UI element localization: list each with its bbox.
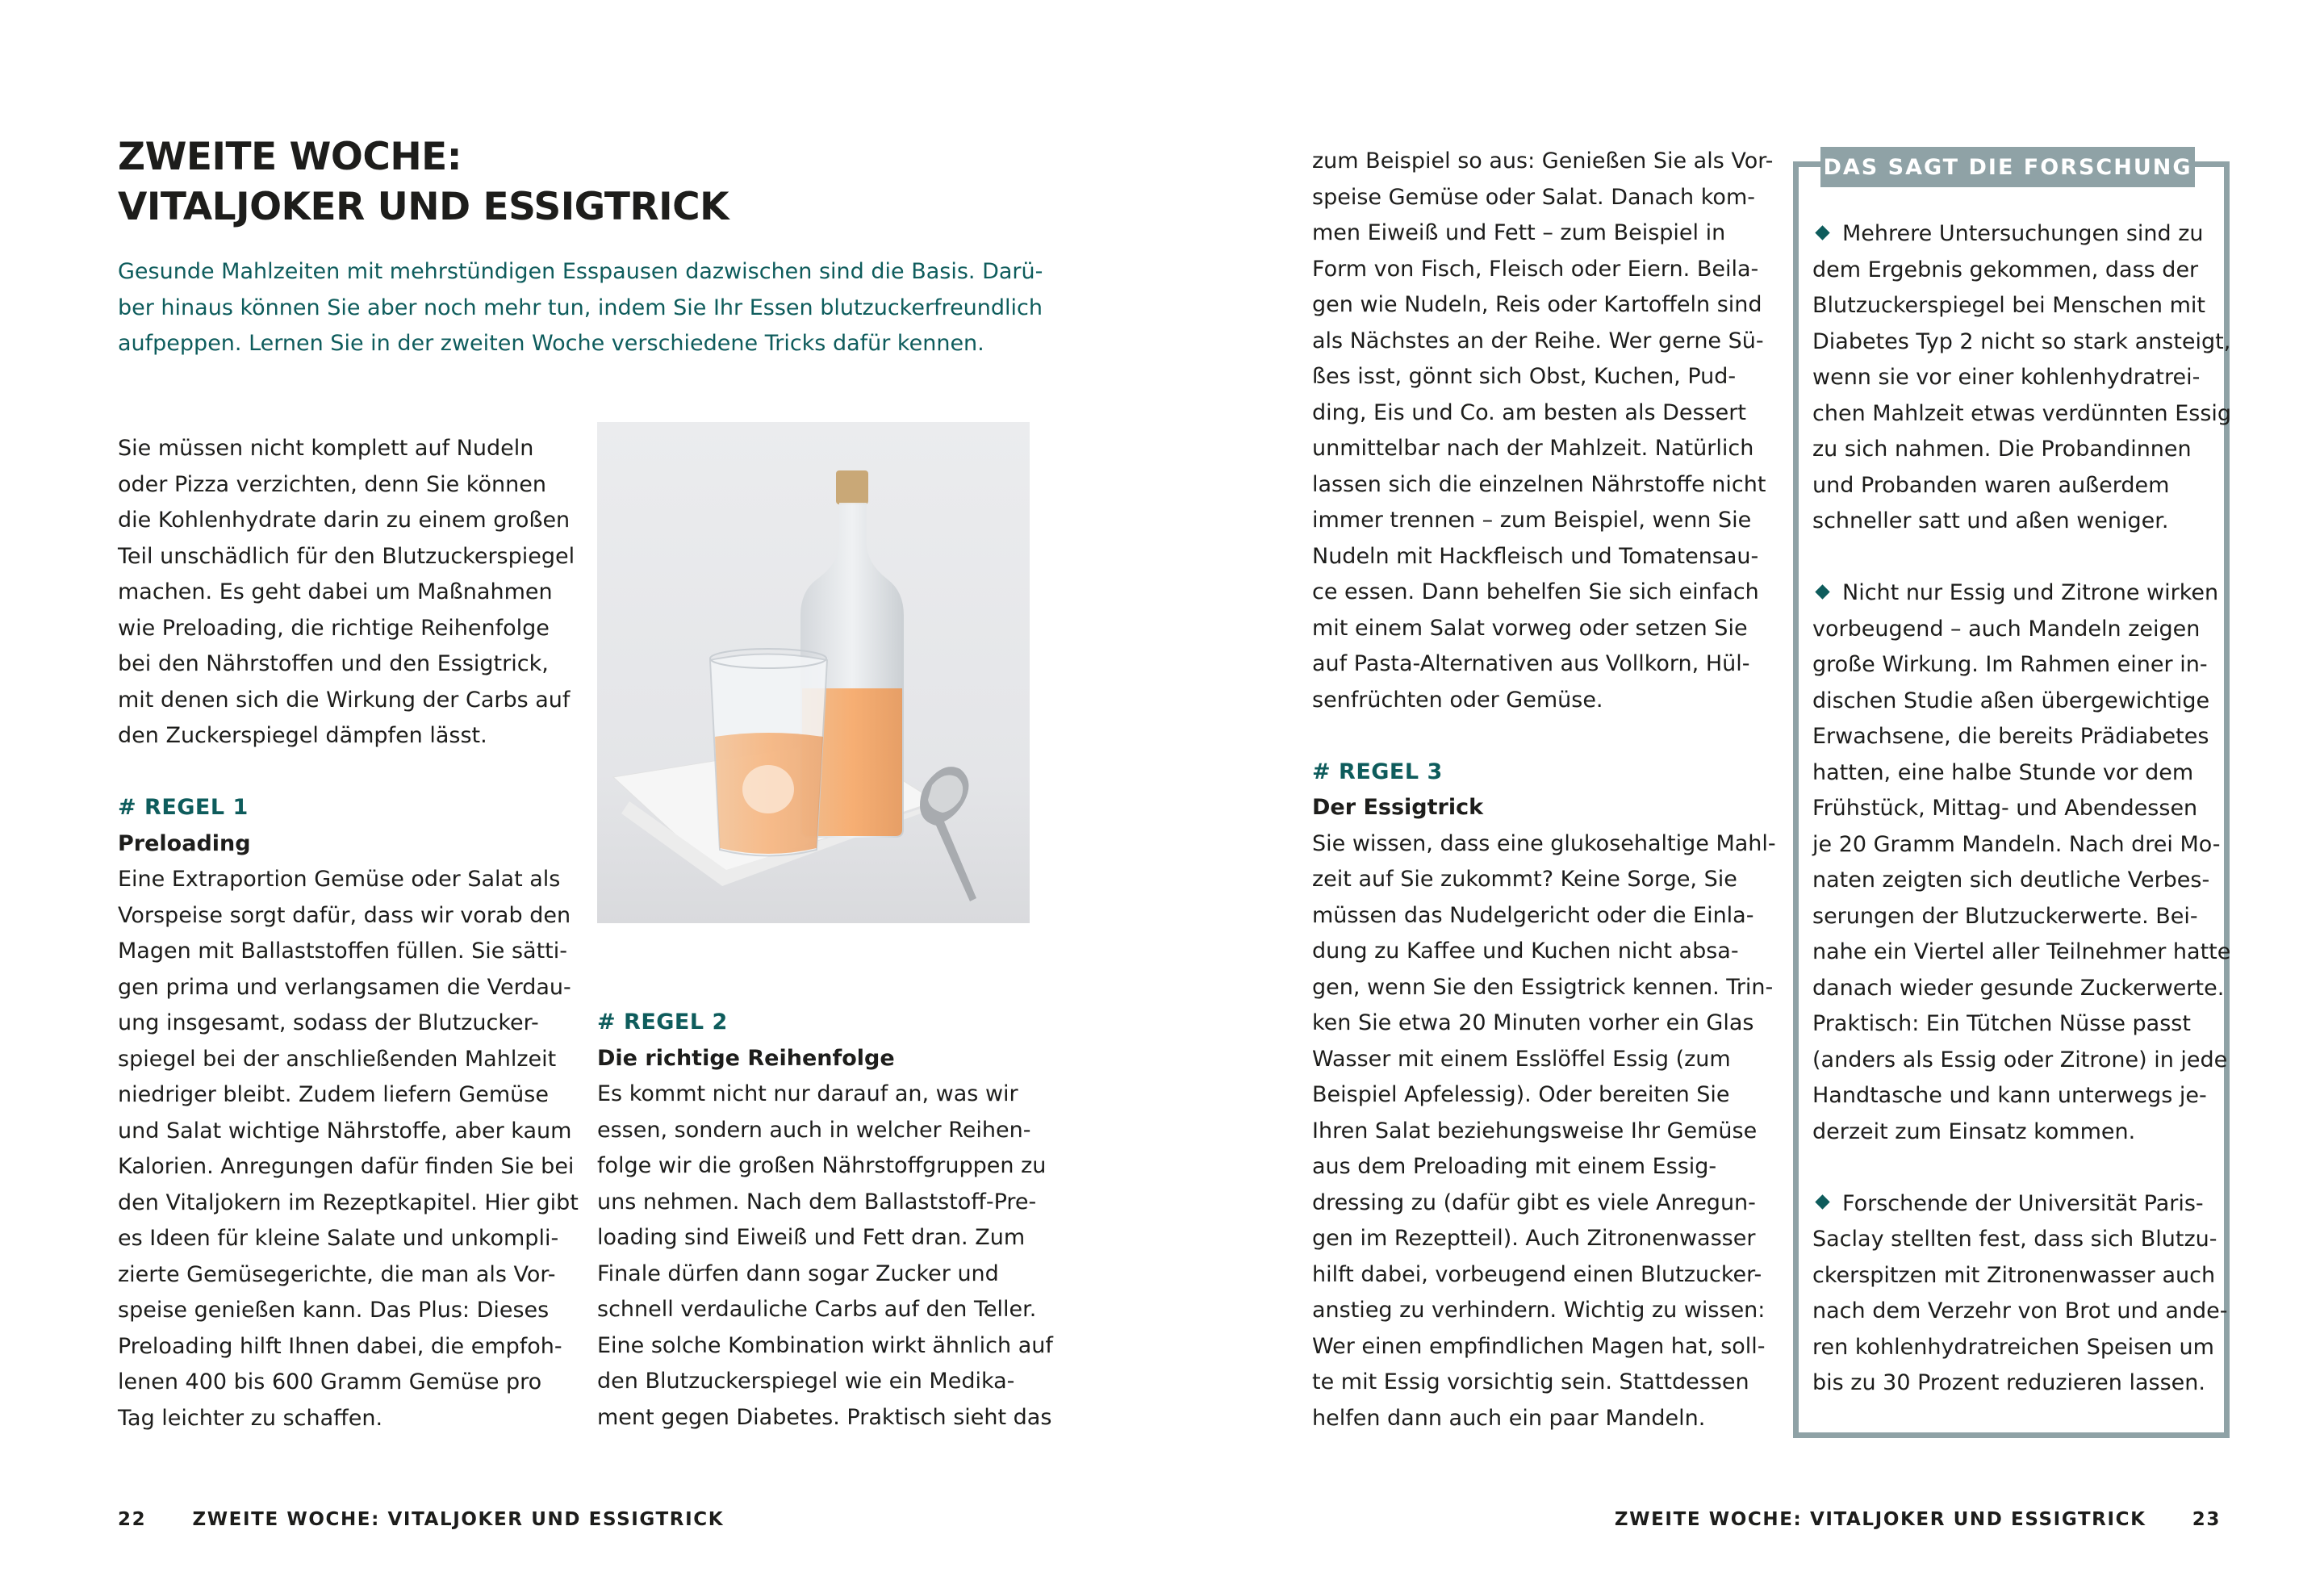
research-item-3-line: ckerspitzen mit Zitronenwasser auch — [1812, 1262, 2216, 1288]
text-line: anstieg zu verhindern. Wichtig zu wissen: — [1312, 1298, 1766, 1323]
research-item-2-line: naten zeigten sich deutliche Verbes- — [1812, 868, 2210, 893]
research-item-2-line: nahe ein Viertel aller Teilnehmer hatte — [1812, 939, 2231, 964]
rule-1-title: Preloading — [118, 830, 251, 856]
research-item-1-line: zu sich nahmen. Die Probandinnen — [1812, 437, 2192, 462]
text-line: die Kohlenhydrate darin zu einem großen — [118, 508, 571, 533]
text-line: mit einem Salat vorweg oder setzen Sie — [1312, 615, 1748, 641]
research-item-1-line: Blutzuckerspiegel bei Menschen mit — [1812, 293, 2205, 318]
text-line: mit denen sich die Wirkung der Carbs auf — [118, 687, 571, 713]
text-line: Preloading hilft Ihnen dabei, die empfoh- — [118, 1333, 562, 1359]
text-line: Tag leichter zu schaffen. — [118, 1405, 383, 1431]
intro-line: ber hinaus können Sie aber noch mehr tun, indem Sie Ihr Essen blutzuckerfreundlich — [118, 295, 1043, 320]
text-line: helfen dann auch ein paar Mandeln. — [1312, 1405, 1706, 1431]
text-line: Kalorien. Anregungen dafür finden Sie bei — [118, 1154, 575, 1179]
text-line: dung zu Kaffee und Kuchen nicht absa- — [1312, 939, 1739, 964]
text-line: gen, wenn Sie den Essigtrick kennen. Trin- — [1312, 974, 1774, 1000]
diamond-bullet-icon — [1815, 225, 1829, 240]
text-line: Magen mit Ballaststoffen füllen. Sie sätti- — [118, 939, 567, 964]
research-item-2-line: je 20 Gramm Mandeln. Nach drei Mo- — [1812, 831, 2221, 857]
text-line: gen wie Nudeln, Reis oder Kartoffeln sind — [1312, 292, 1762, 317]
text-line: dressing zu (dafür gibt es viele Anregun- — [1312, 1189, 1756, 1215]
text-line: zierte Gemüsegerichte, die man als Vor- — [118, 1261, 556, 1287]
text-line: spiegel bei der anschließenden Mahlzeit — [118, 1046, 557, 1072]
text-line: essen, sondern auch in welcher Reihen- — [597, 1117, 1031, 1143]
text-line: speise Gemüse oder Salat. Danach kom- — [1312, 184, 1755, 210]
research-item-2-line: danach wieder gesunde Zuckerwerte. — [1812, 975, 2225, 1001]
text-line: Eine Extraportion Gemüse oder Salat als — [118, 867, 561, 892]
text-line: ßes isst, gönnt sich Obst, Kuchen, Pud- — [1312, 364, 1737, 389]
research-item-1-line: chen Mahlzeit etwas verdünnten Essig — [1812, 400, 2232, 426]
text-line: den Zuckerspiegel dämpfen lässt. — [118, 723, 487, 748]
text-line: Teil unschädlich für den Blutzuckerspiegel — [118, 543, 575, 569]
text-line: hilft dabei, vorbeugend einen Blutzucker- — [1312, 1261, 1762, 1287]
left-column-1 — [118, 431, 579, 1436]
text-line: loading sind Eiweiß und Fett dran. Zum — [597, 1225, 1026, 1250]
text-line: aus dem Preloading mit einem Essig- — [1312, 1154, 1717, 1179]
text-line: Sie müssen nicht komplett auf Nudeln — [118, 436, 534, 461]
vinegar-photo — [597, 422, 1030, 923]
right-column-1 — [1312, 144, 1776, 1436]
text-line: ment gegen Diabetes. Praktisch sieht das — [597, 1404, 1052, 1430]
text-line: ken Sie etwa 20 Minuten vorher ein Glas — [1312, 1010, 1754, 1035]
text-line: Wasser mit einem Esslöffel Essig (zum — [1312, 1046, 1731, 1072]
text-line: folge wir die großen Nährstoffgruppen zu — [597, 1153, 1047, 1178]
text-line: den Vitaljokern im Rezeptkapitel. Hier gibt — [118, 1189, 579, 1215]
research-item-3-line: Saclay stellten fest, dass sich Blutzu- — [1812, 1227, 2217, 1252]
text-line: te mit Essig vorsichtig sein. Stattdessen — [1312, 1369, 1749, 1394]
text-line: Eine solche Kombination wirkt ähnlich auf — [597, 1332, 1053, 1358]
text-line: als Nächstes an der Reihe. Wer gerne Sü- — [1312, 328, 1764, 353]
research-box-text — [1812, 216, 2232, 1402]
rule-1-label: # REGEL 1 — [118, 795, 249, 820]
diamond-bullet-icon — [1815, 584, 1829, 599]
research-item-2-line: Erwachsene, die bereits Prädiabetes — [1812, 724, 2209, 749]
chapter-title-line: VITALJOKER UND ESSIGTRICK — [118, 185, 729, 229]
text-line: Vorspeise sorgt dafür, dass wir vorab den — [118, 902, 571, 928]
text-line: und Salat wichtige Nährstoffe, aber kaum — [118, 1118, 572, 1143]
text-line: zum Beispiel so aus: Genießen Sie als Vor- — [1312, 148, 1774, 174]
research-item-1-line: dem Ergebnis gekommen, dass der — [1812, 257, 2199, 282]
diamond-bullet-icon — [1815, 1194, 1829, 1209]
research-item-2-line: (anders als Essig oder Zitrone) in jede — [1812, 1047, 2228, 1072]
text-line: Form von Fisch, Fleisch oder Eiern. Beila- — [1312, 256, 1759, 282]
text-line: Es kommt nicht nur darauf an, was wir — [597, 1081, 1018, 1106]
text-line: Ihren Salat beziehungsweise Ihr Gemüse — [1312, 1118, 1758, 1143]
research-item-2-line: Praktisch: Ein Tütchen Nüsse passt — [1812, 1011, 2191, 1036]
text-line: Beispiel Apfelessig). Oder bereiten Sie — [1312, 1082, 1730, 1107]
text-line: Nudeln mit Hackfleisch und Tomatensau- — [1312, 543, 1759, 569]
research-item-2-line: hatten, eine halbe Stunde vor dem — [1812, 759, 2194, 785]
research-item-1-line: Mehrere Untersuchungen sind zu — [1812, 216, 2216, 253]
footer-right — [1615, 1509, 2221, 1530]
text-line: den Blutzuckerspiegel wie ein Medika- — [597, 1369, 1015, 1394]
text-line: wie Preloading, die richtige Reihenfolge — [118, 615, 550, 641]
rule-2-label: # REGEL 2 — [597, 1010, 728, 1035]
research-item-3-line: bis zu 30 Prozent reduzieren lassen. — [1812, 1370, 2205, 1395]
text-line: bei den Nährstoffen und den Essigtrick, — [118, 651, 549, 676]
text-line: ce essen. Dann behelfen Sie sich einfach — [1312, 579, 1759, 604]
research-item-1-line: wenn sie vor einer kohlenhydratrei- — [1812, 365, 2201, 390]
text-line: ung insgesamt, sodass der Blutzucker- — [118, 1010, 539, 1035]
text-line: niedriger bleibt. Zudem liefern Gemüse — [118, 1082, 549, 1107]
research-item-1-line: Diabetes Typ 2 nicht so stark ansteigt, — [1812, 328, 2231, 354]
rule-3-title: Der Essigtrick — [1312, 795, 1484, 820]
text-line: Sie wissen, dass eine glukosehaltige Mahl- — [1312, 830, 1776, 856]
research-item-2-line: serungen der Blutzuckerwerte. Bei- — [1812, 903, 2198, 929]
research-item-2-line: Frühstück, Mittag- und Abendessen — [1812, 796, 2198, 821]
text-line: Finale dürfen dann sogar Zucker und — [597, 1261, 999, 1286]
intro-line: Gesunde Mahlzeiten mit mehrstündigen Esspausen dazwischen sind die Basis. Darü- — [118, 259, 1043, 284]
research-item-2-line: derzeit zum Einsatz kommen. — [1812, 1118, 2136, 1144]
text-line: Wer einen empfindlichen Magen hat, soll- — [1312, 1333, 1766, 1359]
research-item-2-line: Nicht nur Essig und Zitrone wirken — [1812, 575, 2216, 612]
research-item-3-line: ren kohlenhydratreichen Speisen um — [1812, 1334, 2214, 1360]
text-line: oder Pizza verzichten, denn Sie können — [118, 471, 546, 497]
text-line: schnell verdauliche Carbs auf den Teller. — [597, 1297, 1037, 1322]
text-line: machen. Es geht dabei um Maßnahmen — [118, 579, 553, 604]
research-item-1-line: schneller satt und aßen weniger. — [1812, 508, 2169, 533]
text-line: ding, Eis und Co. am besten als Dessert — [1312, 399, 1746, 425]
text-line: lassen sich die einzelnen Nährstoffe nicht — [1312, 471, 1766, 497]
text-line: men Eiweiß und Fett – zum Beispiel in — [1312, 220, 1726, 245]
chapter-title-line: ZWEITE WOCHE: — [118, 135, 462, 179]
research-item-3-line: nach dem Verzehr von Brot und ande- — [1812, 1298, 2228, 1323]
text-line: speise genießen kann. Das Plus: Dieses — [118, 1298, 550, 1323]
chapter-title — [118, 132, 1046, 232]
text-line: gen prima und verlangsamen die Verdau- — [118, 974, 571, 1000]
text-line: zeit auf Sie zukommt? Keine Sorge, Sie — [1312, 867, 1737, 892]
research-item-3-line: Forschende der Universität Paris- — [1812, 1186, 2216, 1223]
research-item-2-line: Handtasche und kann unterwegs je- — [1812, 1083, 2207, 1108]
text-line: uns nehmen. Nach dem Ballaststoff-Pre- — [597, 1189, 1037, 1215]
text-line: lenen 400 bis 600 Gramm Gemüse pro — [118, 1369, 542, 1394]
text-line: unmittelbar nach der Mahlzeit. Natürlich — [1312, 436, 1754, 461]
running-title: ZWEITE WOCHE: VITALJOKER UND ESSIGTRICK — [192, 1509, 725, 1530]
research-item-2-line: vorbeugend – auch Mandeln zeigen — [1812, 616, 2201, 642]
text-line: immer trennen – zum Beispiel, wenn Sie — [1312, 508, 1752, 533]
rule-2-title: Die richtige Reihenfolge — [597, 1045, 895, 1071]
research-box-label: DAS SAGT DIE FORSCHUNG — [1820, 147, 2195, 187]
research-item-1-line: und Probanden waren außerdem — [1812, 472, 2170, 498]
running-title: ZWEITE WOCHE: VITALJOKER UND ESSIGTRICK — [1614, 1509, 2146, 1530]
intro-paragraph — [118, 254, 1043, 362]
text-line: müssen das Nudelgericht oder die Einla- — [1312, 902, 1754, 928]
left-column-2 — [597, 1005, 1053, 1436]
page-number: 23 — [2192, 1509, 2221, 1530]
research-item-2-line: große Wirkung. Im Rahmen einer in- — [1812, 652, 2208, 677]
research-item-2-line: dischen Studie aßen übergewichtige — [1812, 688, 2210, 713]
page-number: 22 — [118, 1509, 147, 1530]
text-line: es Ideen für kleine Salate und unkompli- — [118, 1226, 559, 1251]
footer-left — [118, 1509, 724, 1530]
text-line: auf Pasta-Alternativen aus Vollkorn, Hül- — [1312, 651, 1750, 676]
text-line: gen im Rezeptteil). Auch Zitronenwasser — [1312, 1226, 1756, 1251]
intro-line: aufpeppen. Lernen Sie in der zweiten Woche verschiedene Tricks dafür kennen. — [118, 331, 984, 356]
text-line: senfrüchten oder Gemüse. — [1312, 687, 1603, 713]
rule-3-label: # REGEL 3 — [1312, 759, 1443, 784]
